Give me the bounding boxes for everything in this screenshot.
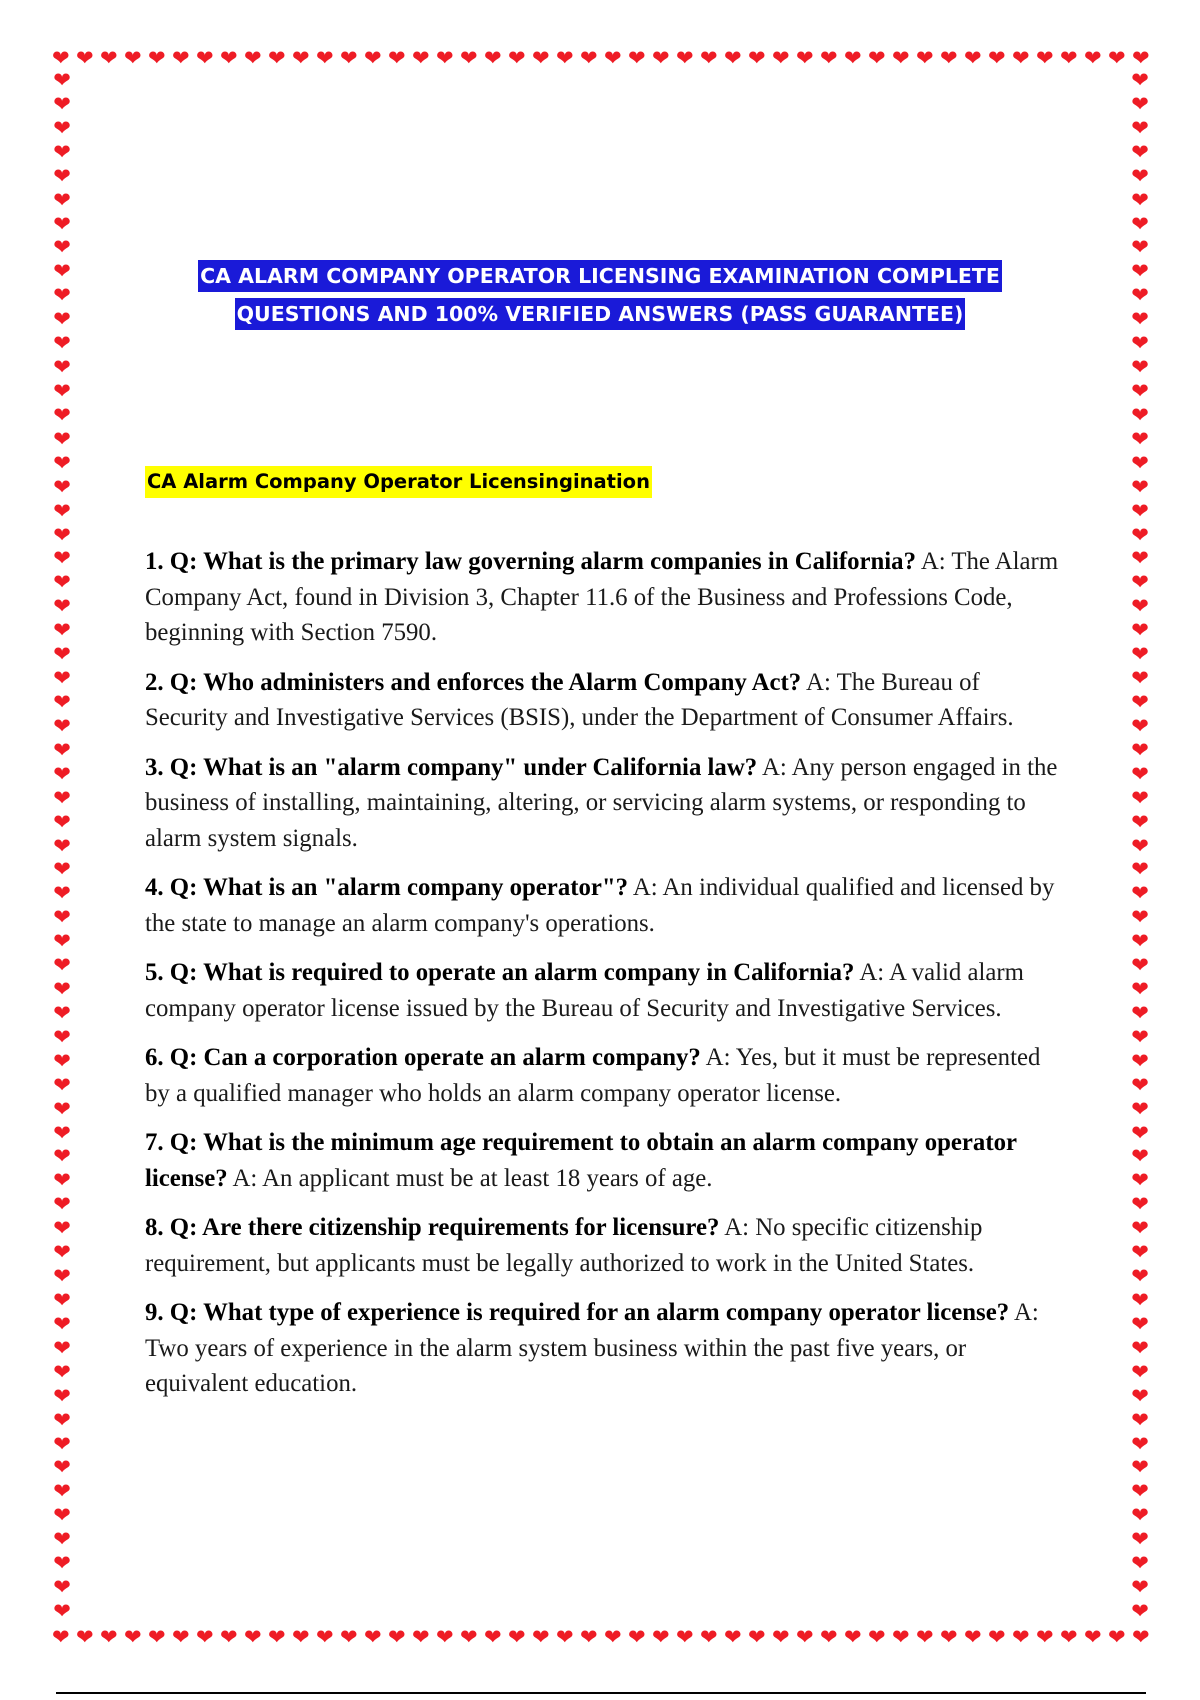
heart-icon: ❤ <box>1012 1624 1030 1649</box>
heart-icon: ❤ <box>53 307 71 332</box>
heart-icon: ❤ <box>53 163 71 188</box>
heart-icon: ❤ <box>700 1624 718 1649</box>
heart-icon: ❤ <box>53 1216 71 1241</box>
heart-icon: ❤ <box>1131 953 1149 978</box>
heart-icon: ❤ <box>436 45 454 70</box>
heart-icon: ❤ <box>53 1503 71 1528</box>
heart-icon: ❤ <box>53 1264 71 1289</box>
heart-icon: ❤ <box>988 45 1006 70</box>
heart-icon: ❤ <box>508 1624 526 1649</box>
heart-border-top <box>52 46 1150 70</box>
heart-icon: ❤ <box>53 761 71 786</box>
heart-icon: ❤ <box>100 45 118 70</box>
question-text: 9. Q: What type of experience is required for an alarm company operator license? <box>145 1299 1010 1326</box>
heart-icon: ❤ <box>460 45 478 70</box>
heart-icon: ❤ <box>53 1120 71 1145</box>
heart-icon: ❤ <box>1131 1288 1149 1313</box>
heart-icon: ❤ <box>1131 1527 1149 1552</box>
heart-icon: ❤ <box>1131 1335 1149 1360</box>
heart-icon: ❤ <box>652 45 670 70</box>
heart-icon: ❤ <box>53 689 71 714</box>
heart-icon: ❤ <box>676 1624 694 1649</box>
heart-icon: ❤ <box>532 1624 550 1649</box>
heart-icon: ❤ <box>916 1624 934 1649</box>
heart-icon: ❤ <box>53 68 71 92</box>
heart-icon: ❤ <box>388 45 406 70</box>
heart-icon: ❤ <box>53 1335 71 1360</box>
question-text: 4. Q: What is an "alarm company operator"? <box>145 874 629 901</box>
heart-icon: ❤ <box>1131 1455 1149 1480</box>
heart-icon: ❤ <box>100 1624 118 1649</box>
qa-item-6 <box>145 1040 1065 1111</box>
heart-icon: ❤ <box>1131 666 1149 691</box>
heart-icon: ❤ <box>53 1144 71 1169</box>
heart-icon: ❤ <box>484 45 502 70</box>
heart-icon: ❤ <box>1132 45 1150 70</box>
heart-icon: ❤ <box>53 977 71 1002</box>
heart-icon: ❤ <box>748 1624 766 1649</box>
heart-icon: ❤ <box>1131 1359 1149 1384</box>
heart-icon: ❤ <box>412 45 430 70</box>
heart-icon: ❤ <box>1131 331 1149 356</box>
heart-icon: ❤ <box>1131 1311 1149 1336</box>
heart-icon: ❤ <box>53 378 71 403</box>
heart-icon: ❤ <box>1131 905 1149 930</box>
heart-icon: ❤ <box>172 45 190 70</box>
heart-icon: ❤ <box>1131 498 1149 523</box>
question-text: 6. Q: Can a corporation operate an alarm company? <box>145 1044 701 1071</box>
heart-icon: ❤ <box>53 1096 71 1121</box>
heart-icon: ❤ <box>53 1000 71 1025</box>
heart-icon: ❤ <box>1131 402 1149 427</box>
qa-item-7 <box>145 1125 1065 1196</box>
heart-icon: ❤ <box>580 45 598 70</box>
heart-icon: ❤ <box>196 1624 214 1649</box>
heart-icon: ❤ <box>340 1624 358 1649</box>
heart-icon: ❤ <box>220 1624 238 1649</box>
heart-icon: ❤ <box>1131 1192 1149 1217</box>
heart-icon: ❤ <box>1131 91 1149 116</box>
heart-icon: ❤ <box>53 235 71 260</box>
heart-icon: ❤ <box>1131 1096 1149 1121</box>
heart-icon: ❤ <box>53 426 71 451</box>
heart-icon: ❤ <box>1131 977 1149 1002</box>
heart-icon: ❤ <box>1131 163 1149 188</box>
heart-icon: ❤ <box>1108 45 1126 70</box>
heart-icon: ❤ <box>53 809 71 834</box>
heart-icon: ❤ <box>53 331 71 356</box>
heart-icon: ❤ <box>1131 378 1149 403</box>
heart-icon: ❤ <box>53 1407 71 1432</box>
heart-icon: ❤ <box>52 1624 70 1649</box>
heart-icon: ❤ <box>53 1048 71 1073</box>
heart-icon: ❤ <box>53 1431 71 1456</box>
qa-item-2 <box>145 665 1065 736</box>
heart-icon: ❤ <box>1131 1551 1149 1576</box>
heart-icon: ❤ <box>76 1624 94 1649</box>
heart-icon: ❤ <box>292 45 310 70</box>
heart-icon: ❤ <box>53 642 71 667</box>
heart-icon: ❤ <box>388 1624 406 1649</box>
heart-icon: ❤ <box>1131 211 1149 236</box>
heart-icon: ❤ <box>53 115 71 140</box>
heart-icon: ❤ <box>53 905 71 930</box>
footer-divider <box>56 1692 1146 1694</box>
section-label: CA Alarm Company Operator Licensingination <box>145 466 652 498</box>
heart-icon: ❤ <box>1131 1216 1149 1241</box>
heart-icon: ❤ <box>1131 785 1149 810</box>
heart-icon: ❤ <box>1131 522 1149 547</box>
heart-icon: ❤ <box>844 1624 862 1649</box>
heart-icon: ❤ <box>196 45 214 70</box>
heart-icon: ❤ <box>124 1624 142 1649</box>
heart-icon: ❤ <box>148 45 166 70</box>
heart-icon: ❤ <box>53 1359 71 1384</box>
heart-icon: ❤ <box>1131 857 1149 882</box>
heart-icon: ❤ <box>53 1551 71 1576</box>
heart-icon: ❤ <box>53 1192 71 1217</box>
heart-icon: ❤ <box>1131 1479 1149 1504</box>
heart-icon: ❤ <box>1131 259 1149 284</box>
heart-icon: ❤ <box>844 45 862 70</box>
heart-icon: ❤ <box>53 546 71 571</box>
heart-icon: ❤ <box>892 45 910 70</box>
heart-icon: ❤ <box>1131 1120 1149 1145</box>
heart-icon: ❤ <box>172 1624 190 1649</box>
heart-icon: ❤ <box>53 498 71 523</box>
heart-icon: ❤ <box>748 45 766 70</box>
heart-icon: ❤ <box>1131 1575 1149 1600</box>
heart-icon: ❤ <box>436 1624 454 1649</box>
question-text: 1. Q: What is the primary law governing alarm companies in California? <box>145 548 916 575</box>
heart-icon: ❤ <box>1131 1240 1149 1265</box>
heart-icon: ❤ <box>53 402 71 427</box>
heart-icon: ❤ <box>268 1624 286 1649</box>
heart-icon: ❤ <box>724 1624 742 1649</box>
question-text: 2. Q: Who administers and enforces the Alarm Company Act? <box>145 668 802 696</box>
heart-icon: ❤ <box>1131 1264 1149 1289</box>
heart-icon: ❤ <box>1131 235 1149 260</box>
heart-icon: ❤ <box>53 618 71 643</box>
heart-icon: ❤ <box>1131 713 1149 738</box>
heart-icon: ❤ <box>1132 1624 1150 1649</box>
heart-icon: ❤ <box>53 857 71 882</box>
heart-icon: ❤ <box>53 139 71 164</box>
heart-icon: ❤ <box>1060 45 1078 70</box>
heart-icon: ❤ <box>772 1624 790 1649</box>
heart-icon: ❤ <box>1131 1000 1149 1025</box>
heart-icon: ❤ <box>556 45 574 70</box>
qa-item-5 <box>145 955 1065 1026</box>
heart-icon: ❤ <box>53 1479 71 1504</box>
heart-icon: ❤ <box>268 45 286 70</box>
heart-icon: ❤ <box>53 713 71 738</box>
heart-icon: ❤ <box>53 522 71 547</box>
heart-icon: ❤ <box>724 45 742 70</box>
heart-icon: ❤ <box>820 1624 838 1649</box>
heart-icon: ❤ <box>364 45 382 70</box>
heart-icon: ❤ <box>244 45 262 70</box>
heart-icon: ❤ <box>628 1624 646 1649</box>
heart-icon: ❤ <box>53 1599 71 1623</box>
heart-icon: ❤ <box>1131 1072 1149 1097</box>
heart-icon: ❤ <box>316 1624 334 1649</box>
heart-icon: ❤ <box>556 1624 574 1649</box>
heart-icon: ❤ <box>53 929 71 954</box>
heart-icon: ❤ <box>244 1624 262 1649</box>
heart-icon: ❤ <box>1084 45 1102 70</box>
title-line-1: CA ALARM COMPANY OPERATOR LICENSING EXAMINATION COMPLETE <box>198 260 1002 292</box>
heart-icon: ❤ <box>1131 929 1149 954</box>
heart-icon: ❤ <box>316 45 334 70</box>
heart-icon: ❤ <box>148 1624 166 1649</box>
heart-border-bottom <box>52 1625 1150 1649</box>
heart-icon: ❤ <box>1131 689 1149 714</box>
heart-icon: ❤ <box>412 1624 430 1649</box>
heart-icon: ❤ <box>53 355 71 380</box>
heart-icon: ❤ <box>53 881 71 906</box>
title-line-2: QUESTIONS AND 100% VERIFIED ANSWERS (PASS GUARANTEE) <box>235 298 966 330</box>
heart-icon: ❤ <box>1131 1431 1149 1456</box>
heart-icon: ❤ <box>53 1311 71 1336</box>
heart-icon: ❤ <box>1131 881 1149 906</box>
document-title <box>0 257 1200 333</box>
heart-icon: ❤ <box>53 953 71 978</box>
heart-icon: ❤ <box>1131 1168 1149 1193</box>
question-text: 5. Q: What is required to operate an alarm company in California? <box>145 959 855 986</box>
heart-icon: ❤ <box>1131 618 1149 643</box>
heart-icon: ❤ <box>340 45 358 70</box>
answer-text: A: Two years of experience in the alarm system business within the past five years, or equivalent education. <box>145 1299 1039 1397</box>
heart-icon: ❤ <box>1131 283 1149 308</box>
answer-text: A: Any person engaged in the business of installing, maintaining, altering, or servicing alarm systems, or responding to alarm system signals. <box>145 753 1058 852</box>
heart-icon: ❤ <box>53 187 71 212</box>
heart-icon: ❤ <box>1131 307 1149 332</box>
heart-icon: ❤ <box>53 1575 71 1600</box>
heart-icon: ❤ <box>1131 1503 1149 1528</box>
question-text: 3. Q: What is an "alarm company" under California law? <box>145 753 758 781</box>
heart-icon: ❤ <box>964 1624 982 1649</box>
answer-text: A: Yes, but it must be represented by a qualified manager who holds an alarm company operator license. <box>145 1044 1041 1107</box>
heart-icon: ❤ <box>868 45 886 70</box>
heart-icon: ❤ <box>1131 1024 1149 1049</box>
heart-icon: ❤ <box>53 1240 71 1265</box>
qa-item-1 <box>145 544 1065 651</box>
heart-icon: ❤ <box>53 1383 71 1408</box>
heart-icon: ❤ <box>53 91 71 116</box>
heart-icon: ❤ <box>796 45 814 70</box>
heart-icon: ❤ <box>53 1455 71 1480</box>
heart-icon: ❤ <box>1131 833 1149 858</box>
heart-icon: ❤ <box>1131 570 1149 595</box>
heart-icon: ❤ <box>53 450 71 475</box>
heart-icon: ❤ <box>1131 68 1149 92</box>
heart-icon: ❤ <box>868 1624 886 1649</box>
heart-icon: ❤ <box>53 833 71 858</box>
heart-icon: ❤ <box>53 259 71 284</box>
heart-icon: ❤ <box>460 1624 478 1649</box>
answer-text: A: The Alarm Company Act, found in Division 3, Chapter 11.6 of the Business and Professions Code, beginning with Section 7590. <box>145 548 1059 646</box>
heart-icon: ❤ <box>796 1624 814 1649</box>
answer-text: A: A valid alarm company operator license issued by the Bureau of Security and Investigative Services. <box>145 959 1024 1022</box>
heart-icon: ❤ <box>53 594 71 619</box>
heart-icon: ❤ <box>1131 1048 1149 1073</box>
heart-icon: ❤ <box>484 1624 502 1649</box>
heart-icon: ❤ <box>820 45 838 70</box>
question-text: 7. Q: What is the minimum age requirement to obtain an alarm company operator license? <box>145 1129 1017 1192</box>
heart-icon: ❤ <box>604 1624 622 1649</box>
heart-icon: ❤ <box>892 1624 910 1649</box>
heart-icon: ❤ <box>580 1624 598 1649</box>
heart-icon: ❤ <box>1131 187 1149 212</box>
heart-icon: ❤ <box>220 45 238 70</box>
heart-icon: ❤ <box>1131 761 1149 786</box>
heart-icon: ❤ <box>1131 546 1149 571</box>
heart-icon: ❤ <box>700 45 718 70</box>
heart-icon: ❤ <box>53 1024 71 1049</box>
question-text: 8. Q: Are there citizenship requirements for licensure? <box>145 1214 720 1241</box>
heart-icon: ❤ <box>76 45 94 70</box>
qa-item-3 <box>145 750 1065 857</box>
heart-icon: ❤ <box>1131 737 1149 762</box>
heart-icon: ❤ <box>53 785 71 810</box>
answer-text: A: The Bureau of Security and Investigative Services (BSIS), under the Department of Consumer Affairs. <box>145 668 1014 731</box>
heart-icon: ❤ <box>1036 1624 1054 1649</box>
heart-icon: ❤ <box>1084 1624 1102 1649</box>
heart-icon: ❤ <box>628 45 646 70</box>
heart-icon: ❤ <box>1012 45 1030 70</box>
heart-icon: ❤ <box>53 570 71 595</box>
answer-text: A: An applicant must be at least 18 years of age. <box>232 1164 713 1192</box>
heart-icon: ❤ <box>124 45 142 70</box>
qa-item-9 <box>145 1295 1065 1402</box>
heart-icon: ❤ <box>53 666 71 691</box>
heart-icon: ❤ <box>1036 45 1054 70</box>
heart-icon: ❤ <box>1131 1407 1149 1432</box>
heart-icon: ❤ <box>1131 594 1149 619</box>
heart-icon: ❤ <box>940 1624 958 1649</box>
answer-text: A: No specific citizenship requirement, but applicants must be legally authorized to work in the United States. <box>145 1214 983 1277</box>
heart-icon: ❤ <box>292 1624 310 1649</box>
heart-icon: ❤ <box>964 45 982 70</box>
heart-icon: ❤ <box>1060 1624 1078 1649</box>
heart-icon: ❤ <box>53 1527 71 1552</box>
heart-icon: ❤ <box>1131 115 1149 140</box>
qa-list <box>145 544 1065 1416</box>
heart-icon: ❤ <box>988 1624 1006 1649</box>
heart-icon: ❤ <box>52 45 70 70</box>
heart-icon: ❤ <box>1131 426 1149 451</box>
heart-icon: ❤ <box>1108 1624 1126 1649</box>
qa-item-8 <box>145 1210 1065 1281</box>
heart-icon: ❤ <box>53 474 71 499</box>
heart-icon: ❤ <box>1131 1383 1149 1408</box>
heart-icon: ❤ <box>1131 450 1149 475</box>
heart-icon: ❤ <box>940 45 958 70</box>
heart-icon: ❤ <box>916 45 934 70</box>
heart-icon: ❤ <box>53 1168 71 1193</box>
heart-icon: ❤ <box>1131 355 1149 380</box>
heart-icon: ❤ <box>53 1072 71 1097</box>
heart-icon: ❤ <box>53 1288 71 1313</box>
heart-icon: ❤ <box>1131 809 1149 834</box>
answer-text: A: An individual qualified and licensed by the state to manage an alarm company's operations. <box>145 874 1055 937</box>
heart-icon: ❤ <box>1131 139 1149 164</box>
heart-icon: ❤ <box>364 1624 382 1649</box>
heart-icon: ❤ <box>772 45 790 70</box>
heart-icon: ❤ <box>1131 1144 1149 1169</box>
heart-icon: ❤ <box>1131 642 1149 667</box>
heart-icon: ❤ <box>676 45 694 70</box>
heart-icon: ❤ <box>53 211 71 236</box>
heart-icon: ❤ <box>604 45 622 70</box>
heart-icon: ❤ <box>652 1624 670 1649</box>
qa-item-4 <box>145 870 1065 941</box>
heart-icon: ❤ <box>532 45 550 70</box>
heart-icon: ❤ <box>1131 474 1149 499</box>
heart-icon: ❤ <box>53 737 71 762</box>
heart-icon: ❤ <box>53 283 71 308</box>
heart-icon: ❤ <box>508 45 526 70</box>
heart-icon: ❤ <box>1131 1599 1149 1623</box>
